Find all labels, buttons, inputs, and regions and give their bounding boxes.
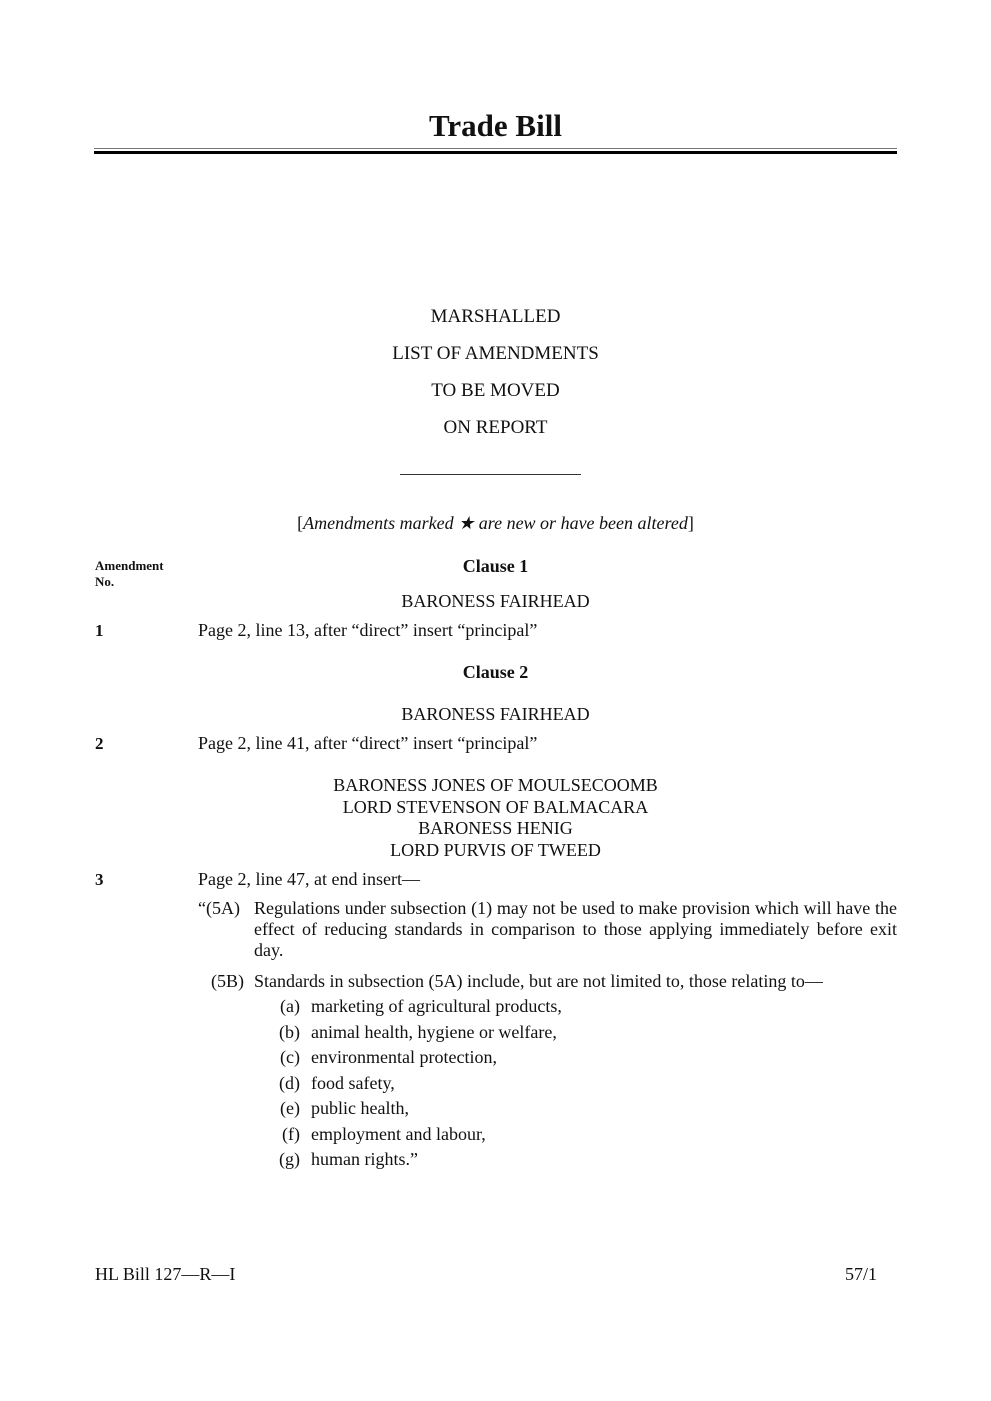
column-header-line: No.: [95, 574, 115, 589]
item-label: (b): [279, 1022, 300, 1042]
item-text: food safety,: [311, 1073, 395, 1093]
item-text: employment and labour,: [311, 1124, 486, 1144]
subsection-text: Regulations under subsection (1) may not be used to make provision which will have the effect of reducing standards in comparison to those applying immediately before exit day.: [254, 898, 897, 960]
member-name: BARONESS JONES OF MOULSECOOMB: [333, 775, 658, 795]
subsection-text: Standards in subsection (5A) include, but are not limited to, those relating to—: [254, 971, 823, 991]
item-label: (g): [279, 1149, 300, 1169]
subsection-label: “(5A): [198, 898, 240, 918]
title-rule-thick: [94, 151, 897, 154]
document-title: Trade Bill: [429, 108, 562, 143]
amendments-note: [0, 513, 991, 534]
note-text: Amendments marked ★ are new or have been altered: [303, 513, 688, 533]
column-header-line: Amendment: [95, 558, 164, 573]
page-number: 57/1: [845, 1264, 878, 1284]
amendment-number: 1: [95, 621, 104, 640]
item-label: (e): [280, 1098, 300, 1118]
amendment-number: 3: [95, 870, 104, 889]
amendment-text: Page 2, line 41, after “direct” insert “principal”: [198, 733, 538, 753]
item-text: animal health, hygiene or welfare,: [311, 1022, 557, 1042]
item-text: marketing of agricultural products,: [311, 996, 562, 1016]
item-label: (a): [280, 996, 300, 1016]
member-name: BARONESS FAIRHEAD: [401, 704, 590, 724]
subsection-label: (5B): [211, 971, 244, 991]
member-name: LORD STEVENSON OF BALMACARA: [342, 797, 649, 817]
title-rule-thin: [94, 148, 897, 149]
amendment-text: Page 2, line 47, at end insert—: [198, 869, 420, 889]
heading-line: LIST OF AMENDMENTS: [392, 343, 599, 364]
bracket: [: [297, 513, 304, 533]
item-text: environmental protection,: [311, 1047, 497, 1067]
member-name: BARONESS FAIRHEAD: [401, 591, 590, 611]
bill-reference: HL Bill 127—R—I: [95, 1264, 236, 1284]
member-name: LORD PURVIS OF TWEED: [390, 840, 601, 860]
amendment-number: 2: [95, 734, 104, 753]
heading-line: MARSHALLED: [430, 306, 561, 327]
clause-heading: Clause 1: [462, 556, 529, 576]
heading-line: TO BE MOVED: [431, 380, 560, 401]
item-label: (f): [282, 1124, 300, 1144]
item-text: public health,: [311, 1098, 409, 1118]
clause-heading: Clause 2: [462, 662, 529, 682]
heading-line: ON REPORT: [443, 417, 548, 438]
member-name: BARONESS HENIG: [418, 818, 573, 838]
item-label: (c): [280, 1047, 300, 1067]
item-text: human rights.”: [311, 1149, 418, 1169]
item-label: (d): [279, 1073, 300, 1093]
separator-rule: [400, 474, 581, 475]
bracket: ]: [687, 513, 694, 533]
amendment-text: Page 2, line 13, after “direct” insert “principal”: [198, 620, 538, 640]
